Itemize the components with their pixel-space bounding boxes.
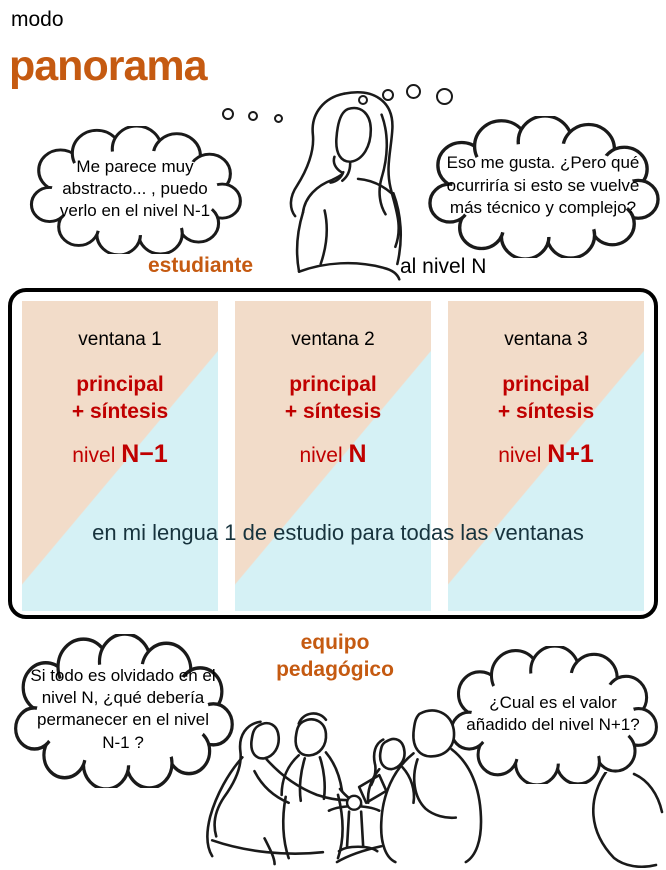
team-thought-right-text: ¿Cual es el valor añadido del nivel N+1? bbox=[466, 692, 640, 734]
panel-title: ventana 1 bbox=[78, 329, 162, 350]
page-title: panorama bbox=[9, 42, 207, 90]
panel-level-value: N bbox=[348, 440, 367, 468]
panel-ventana-3 bbox=[448, 301, 644, 611]
windows-box bbox=[8, 288, 658, 619]
panel-level-prefix: nivel bbox=[72, 444, 116, 467]
team-label bbox=[250, 630, 420, 684]
thought-dot-icon bbox=[222, 108, 234, 120]
student-label: estudiante bbox=[148, 254, 254, 277]
panel-level-value: N−1 bbox=[121, 440, 168, 468]
team-label-line1: equipo bbox=[300, 631, 370, 654]
chair-curve-icon bbox=[592, 772, 666, 868]
panel-level-prefix: nivel bbox=[299, 444, 343, 467]
panel-level-value: N+1 bbox=[547, 440, 594, 468]
team-thought-left-text: Si todo es olvidado en el nivel N, ¿qué debería permanecer en el nivel N-1 ? bbox=[30, 666, 216, 752]
student-level-note: al nivel N bbox=[400, 255, 487, 278]
shared-language-note: en mi lengua 1 de estudio para todas las ventanas bbox=[92, 520, 584, 545]
panel-level-prefix: nivel bbox=[498, 444, 542, 467]
panel-ventana-2 bbox=[235, 301, 431, 611]
panel-synthesis-label: + síntesis bbox=[71, 400, 169, 423]
team-thought-bubble-right bbox=[446, 646, 660, 784]
panel-main-label: principal bbox=[289, 373, 377, 396]
panel-title: ventana 2 bbox=[291, 329, 375, 350]
student-thought-bubble-right bbox=[424, 116, 662, 258]
team-label-line2: pedagógico bbox=[276, 657, 394, 681]
team-sketch-icon bbox=[182, 700, 494, 868]
panel-synthesis-label: + síntesis bbox=[284, 400, 382, 423]
panel-level bbox=[72, 440, 168, 469]
panel-level bbox=[299, 440, 366, 469]
team-thought-bubble-left bbox=[10, 634, 236, 788]
mode-label: modo bbox=[11, 8, 64, 31]
student-thought-left-text: Me parece muy abstracto... , puedo verlo en el nivel N-1 bbox=[59, 156, 211, 220]
panel-synthesis-label: + síntesis bbox=[497, 400, 595, 423]
panel-level bbox=[498, 440, 594, 469]
panel-main-label: principal bbox=[76, 373, 164, 396]
panel-main-label: principal bbox=[502, 373, 590, 396]
panel-title: ventana 3 bbox=[504, 329, 588, 350]
student-thought-bubble-left bbox=[26, 126, 244, 254]
panel-ventana-1 bbox=[22, 301, 218, 611]
student-thought-right-text: Eso me gusta. ¿Pero qué ocurriría si esto se vuelve más técnico y complejo? bbox=[446, 153, 640, 217]
